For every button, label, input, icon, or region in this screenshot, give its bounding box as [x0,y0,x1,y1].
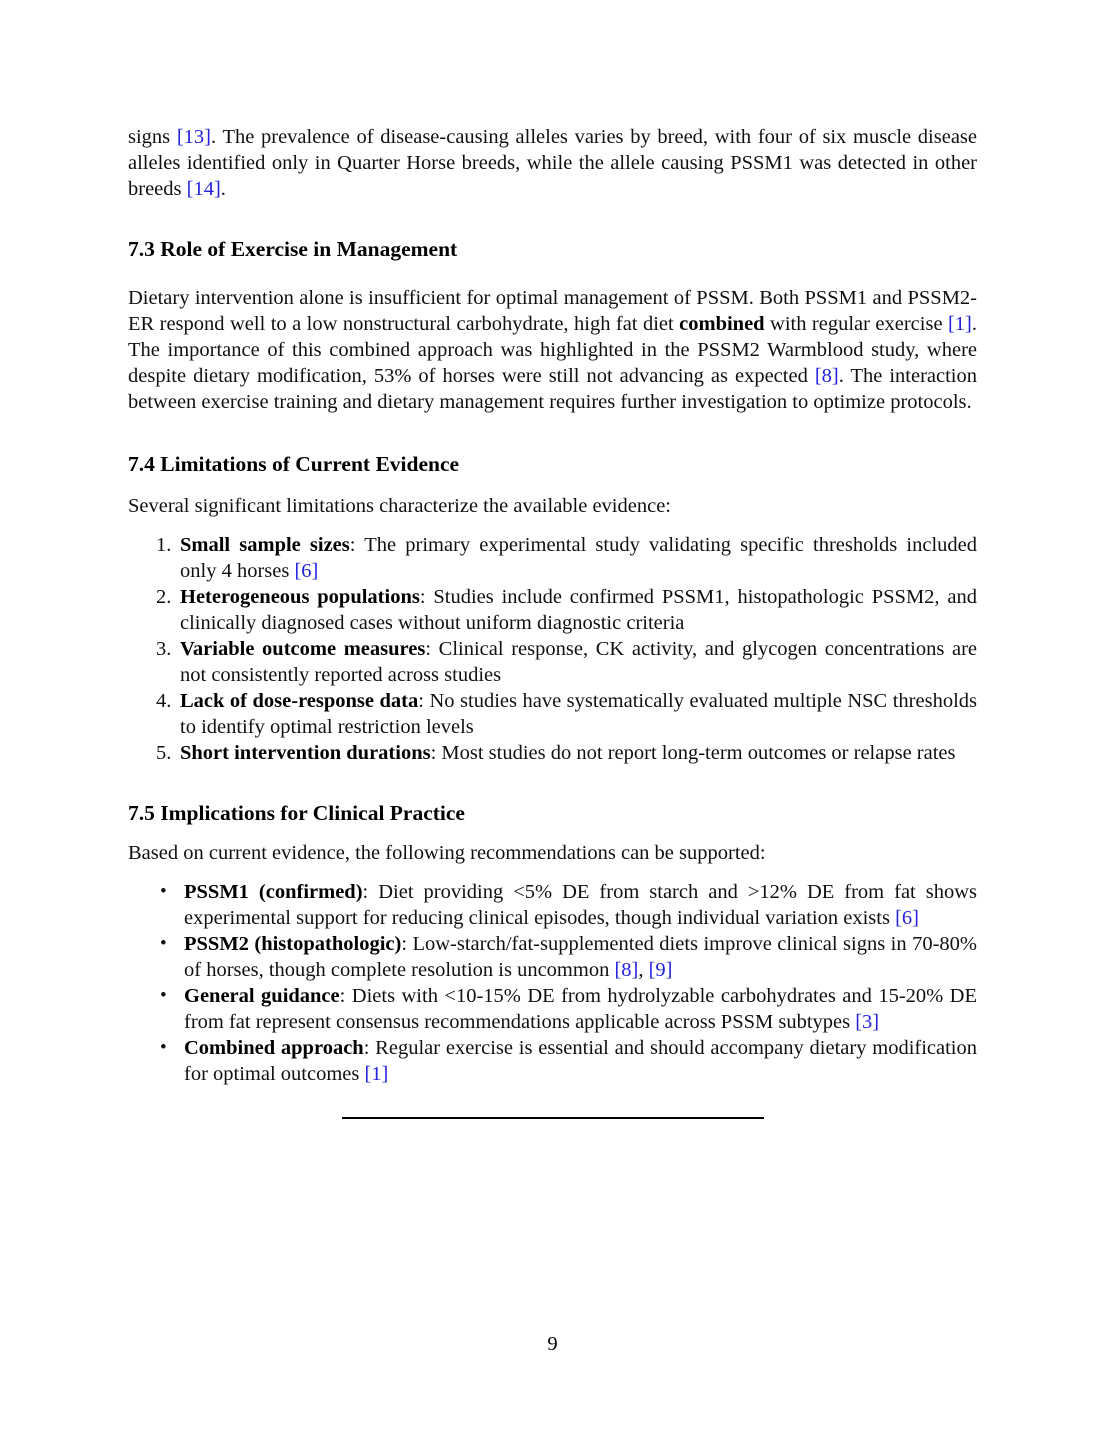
limitations-numbered-list [128,532,977,766]
list-item-text [184,933,977,981]
text-run: : No studies have systematically evaluated multiple NSC thresholds to identify optimal restriction levels [180,690,978,738]
list-item-text [180,742,956,764]
paragraph-intro [128,124,977,202]
citation-link-3[interactable]: [3] [855,1011,880,1033]
bold-text: Short intervention durations [180,742,431,764]
bold-text: Small sample sizes [180,534,350,556]
list-item-short-intervention-durations [128,740,977,766]
bold-text: PSSM1 (confirmed) [184,881,363,903]
text-run: . The interaction between exercise training and dietary management requires further investigation to optimize protocols. [128,365,977,413]
section-heading-7-4: 7.4 Limitations of Current Evidence [128,452,460,476]
text-run: . [220,178,226,200]
footer-rule [342,1117,764,1119]
bold-text: Combined approach [184,1037,364,1059]
page-content [128,124,977,1119]
list-item-heterogeneous-populations [128,584,977,636]
page-number: 9 [547,1333,558,1355]
citation-link-9[interactable]: [9] [648,959,673,981]
list-item-combined-approach [128,1035,977,1087]
citation-link-13[interactable]: [13] [176,126,211,148]
section-heading-7-5: 7.5 Implications for Clinical Practice [128,801,465,825]
text-run: : Most studies do not report long-term outcomes or relapse rates [430,742,956,764]
bold-text: combined [679,313,765,335]
text-run: . The importance of this combined approach was highlighted in the PSSM2 Warmblood study, where despite dietary modification, 53% of horses were still not advancing as expected [128,313,978,387]
list-item-pssm2-histopathologic [128,931,977,983]
list-item-text [180,586,977,634]
list-item-lack-of-dose-response-data [128,688,977,740]
text-run: : Diets with <10-15% DE from hydrolyzable carbohydrates and 15-20% DE from fat represent consensus recommendations applicable across PSSM subtypes [184,985,977,1033]
citation-link-6[interactable]: [6] [294,560,319,582]
bullet-icon: • [160,985,167,1006]
citation-link-8[interactable]: [8] [614,959,639,981]
list-item-text [184,985,977,1033]
recommendations-bullet-list [128,879,977,1087]
list-item-text [184,881,977,929]
list-item-small-sample-sizes [128,532,977,584]
list-item-general-guidance [128,983,977,1035]
list-number: 4. [156,690,172,712]
bold-text: PSSM2 (histopathologic) [184,933,402,955]
paragraph-7-3 [128,285,977,415]
bold-text: Variable outcome measures [180,638,426,660]
text-run: : Regular exercise is essential and should accompany dietary modification for optimal outcomes [184,1037,977,1085]
text-run: with regular exercise [764,313,948,335]
text-run: : Low-starch/fat-supplemented diets improve clinical signs in 70-80% of horses, though complete resolution is uncommon [184,933,977,981]
list-number: 1. [156,534,172,556]
list-number: 3. [156,638,172,660]
list-item-pssm1-confirmed [128,879,977,931]
list-item-variable-outcome-measures [128,636,977,688]
list-number: 2. [156,586,172,608]
section-heading-7-3: 7.3 Role of Exercise in Management [128,237,458,261]
list-item-text [180,638,977,686]
bold-text: Heterogeneous populations [180,586,420,608]
text-run: : Clinical response, CK activity, and glycogen concentrations are not consistently reported across studies [180,638,977,686]
citation-link-1[interactable]: [1] [364,1063,389,1085]
list-item-text [180,690,977,738]
text-run: : The primary experimental study validating specific thresholds included only 4 horses [180,534,978,582]
paragraph-7-5-lead: Based on current evidence, the following recommendations can be supported: [128,842,766,864]
text-run: : Diet providing <5% DE from starch and >12% DE from fat shows experimental support for reducing clinical episodes, though individual variation exists [184,881,978,929]
list-item-text [180,534,977,582]
text-run: , [638,959,649,981]
bullet-icon: • [160,881,167,902]
text-run: signs [128,126,177,148]
bold-text: General guidance [184,985,340,1007]
citation-link-1[interactable]: [1] [947,313,972,335]
citation-link-8[interactable]: [8] [814,365,839,387]
text-run: : Studies include confirmed PSSM1, histopathologic PSSM2, and clinically diagnosed cases without uniform diagnostic criteria [180,586,977,634]
bullet-icon: • [160,1037,167,1058]
list-item-text [184,1037,977,1085]
citation-link-14[interactable]: [14] [186,178,221,200]
citation-link-6[interactable]: [6] [895,907,919,929]
paragraph-7-4-lead: Several significant limitations characterize the available evidence: [128,495,671,517]
list-number: 5. [156,742,172,764]
bullet-icon: • [160,933,167,954]
text-run: Dietary intervention alone is insufficient for optimal management of PSSM. Both PSSM1 and PSSM2-ER respond well to a low nonstructural carbohydrate, high fat diet [128,287,977,335]
bold-text: Lack of dose-response data [180,690,419,712]
text-run: . The prevalence of disease-causing alleles varies by breed, with four of six muscle disease alleles identified only in Quarter Horse breeds, while the allele causing PSSM1 was detected in other breeds [128,126,978,200]
